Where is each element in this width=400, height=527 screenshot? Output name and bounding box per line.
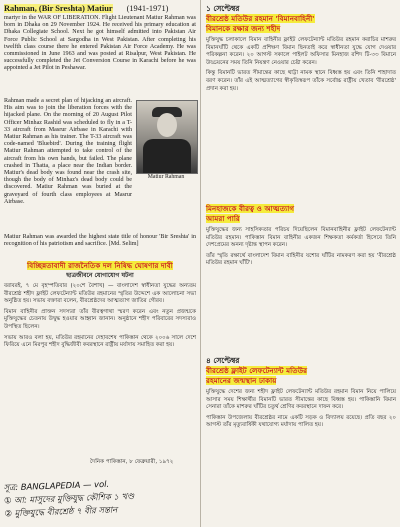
section-paragraph: মুক্তিযুদ্ধ চলাকালে বিমান বাহিনীর ফ্লাইট লেফটেন্যান্ট মতিউর রহমান করাচির মাশরুর বিমানঘাঁটি থেকে একটি প্রশিক্ষণ বিমান ছিনতাই করে স্বাধীনতা যুদ্ধে যোগ দেওয়ার পরিকল্পনা করেন। ২০ আগস্ট সকালে পাইলট অফিসার মিনহাজ রশিদ টি-৩৩ বিমানে উড্ডয়নের সময় তিনি নিয়ন্ত্রণ নেওয়ার চেষ্টা করেন। [206,37,396,66]
column-divider [200,0,201,527]
bn-paragraph: বিমান বাহিনীর প্রাক্তন সদস্যরা তাঁর বীরত্বগাথা স্মরণ করেন এবং নতুন প্রজন্মকে মুক্তিযুদ্ধের চেতনায় উদ্বুদ্ধ হওয়ার আহ্বান জানান। অনুষ্ঠানে শহীদ পরিবারের সদস্যরাও উপস্থিত ছিলেন। [4,308,196,330]
section-heading: বীরশ্রেষ্ঠ মতিউর রহমান 'বিমানবাহিনী' [206,14,315,23]
bn-heading: বিচ্ছিন্নতাবাদী রাজনৈতিক দল নিষিদ্ধ ঘোষণার দাবী [27,261,173,270]
right-column [202,0,400,527]
entry-name: Rahman, (Bir Sreshta) Matiur [4,4,113,13]
bn-paragraph: সভায় আরও বলা হয়, মতিউর রহমানের দেহাবশেষ পাকিস্তান থেকে ২০০৬ সালে দেশে ফিরিয়ে এনে মিরপুর শহীদ বুদ্ধিজীবী কবরস্থানে রাষ্ট্রীয় মর্যাদায় সমাহিত করা হয়। [4,334,196,349]
section-heading: বীরশ্রেষ্ঠ ফ্লাইট লেফটেন্যান্ট মতিউর [206,366,308,375]
section-paragraph: কিন্তু বিমানটি ভারত সীমান্তের কাছে থাট্টা নামক স্থানে বিধ্বস্ত হয় এবং তিনি শাহাদাত বরণ করেন। তাঁর এই আত্মত্যাগের স্বীকৃতিস্বরূপ তাঁকে সর্বোচ্চ রাষ্ট্রীয় খেতাব 'বীরশ্রেষ্ঠ' প্রদান করা হয়। [206,70,396,92]
section-date: ৪ সেপ্টেম্বর [206,356,240,365]
section-date: ১ সেপ্টেম্বর [206,4,240,13]
entry-dates: (1941-1971) [126,4,169,13]
bn-source: দৈনিক পাকিস্তান, ৮ ফেব্রুয়ারী, ১৯৭২ [90,459,174,465]
handwritten-line: ① আ: মাসুদের মুক্তিযুদ্ধ কৌশিক ১ খণ্ড [3,490,135,506]
section-subheading: রহমানের জন্মস্থান ঢাকায় [206,376,277,385]
paragraph-3: Matiur Rahman was awarded the highest state title of honour 'Bir Sreshta' in recognition of his patriotism and sacrifice. [Md. Selim] [4,234,196,248]
handwritten-notes [3,475,200,521]
paragraph-2: Rahman made a secret plan of hijacking an aircraft. His aim was to join the liberation forces with the hijacked plane. On the morning of 20 August Pilot Officer Minhaz Rashid was scheduled to fly in a T-33 aircraft from Masrur Airbase in Karachi with Matiur Rahman as his trainer. The T-33 aircraft was code-named 'Bluebird'. During the training flight Matiur Rahman attempted to take control of the aircraft from his own hands, but failed. The plane crashed in Thatta, a place near the Indian border. Matiur's dead body was found near the crash site, though the body of Minhaz's dead body could be discovered. Matiur Rahman was buried at the graveyard of fourth class employees at Masrur Airbase. [4,98,132,205]
section-paragraph: মুক্তিযুদ্ধের জন্য সাহসিকতার পরিচয় দিয়েছিলেন বিমানবাহিনীর ফ্লাইট লেফটেন্যান্ট মতিউর রহমান। পাকিস্তান বিমান বাহিনীর একজন শিক্ষকতা কর্মকর্তা হিসেবে তিনি দেশপ্রেমের অনন্য দৃষ্টান্ত স্থাপন করেন। [206,227,396,249]
section-paragraph: মুক্তিযুদ্ধে দেশের জন্য শহীদ ফ্লাইট লেফটেন্যান্ট মতিউর রহমান বিমান নিয়ে পালিয়ে আসার সময় শিক্ষার্থীর বিমানটি ভারত সীমান্তের কাছে বিধ্বস্ত হয়। পাকিস্তানি বিমান সেনারা তাঁকে মাশরুর ঘাঁটির চতুর্থ শ্রেণির কবরস্থানে দাফন করে। [206,389,396,411]
photo-caption: Matiur Rahman [147,174,185,180]
bn-subheading: ছাত্রজীবনে যোগাযোগ ঘটনা [66,272,134,279]
section-subheading: আমরা পারি [206,214,240,223]
portrait-photo [136,100,198,174]
entry-title [4,4,168,13]
handwritten-line: সূত্র: BANGLAPEDIA — vol. [3,478,110,493]
paragraph-1: martyr in the WAR OF LIBERATION. Flight Lieutenant Matiur Rahman was born in Dhaka on 29 November 1924. He received his primary education at Dhaka Collegiate School. Next he got himself admitted into Pakistan Air Force Public School at Sargodha in West Pakistan. After completing his twelfth class course there he entered Pakistan Air Force Academy. He was commissioned in June 1963 and was posted at Risalpur, West Pakistan. He successfully completed the Jet Conversion Course in Karachi before he was appointed a Jet Pilot in Peshawar. [4,15,196,72]
section-body [206,227,396,271]
section-body [206,37,396,96]
section-subheading: বিমানকে রক্ষার জন্য শহীদ [206,24,281,33]
section-paragraph: পাকিস্তান উপজেলায় বীরশ্রেষ্ঠর নামে একটি সড়ক ও বিদ্যালয় রয়েছে। প্রতি বছর ২০ আগস্ট তাঁর মৃত্যুবার্ষিকী যথাযোগ্য মর্যাদায় পালিত হয়। [206,414,396,429]
section-heading: মিনহাজকে বীরত্ব ও আত্মত্যাগ [206,204,295,213]
bn-body [4,283,196,353]
section-paragraph: তাঁর স্মৃতি রক্ষার্থে বাংলাদেশ বিমান বাহিনীর যশোর ঘাঁটির নামকরণ করা হয় 'বীরশ্রেষ্ঠ মতিউর রহমান ঘাঁটি'। [206,252,396,267]
bn-paragraph: বরাবরই, ৭ মে বৃহস্পতিবার (২০শে বৈশাখ) — বাংলাদেশ স্বাধীনতা যুদ্ধের অন্যতম বীরশ্রেষ্ঠ শহীদ ফ্লাইট লেফটেন্যান্ট মতিউর রহমানের স্মৃতির উদ্দেশে এক আলোচনা সভা অনুষ্ঠিত হয়। সভায় বক্তারা বলেন, বীরশ্রেষ্ঠদের আত্মত্যাগ জাতির গৌরব। [4,283,196,305]
handwritten-line: ② মুক্তিযুদ্ধে বীরশ্রেষ্ঠ ৭ বীর সন্তান [4,504,118,519]
section-body [206,389,396,433]
